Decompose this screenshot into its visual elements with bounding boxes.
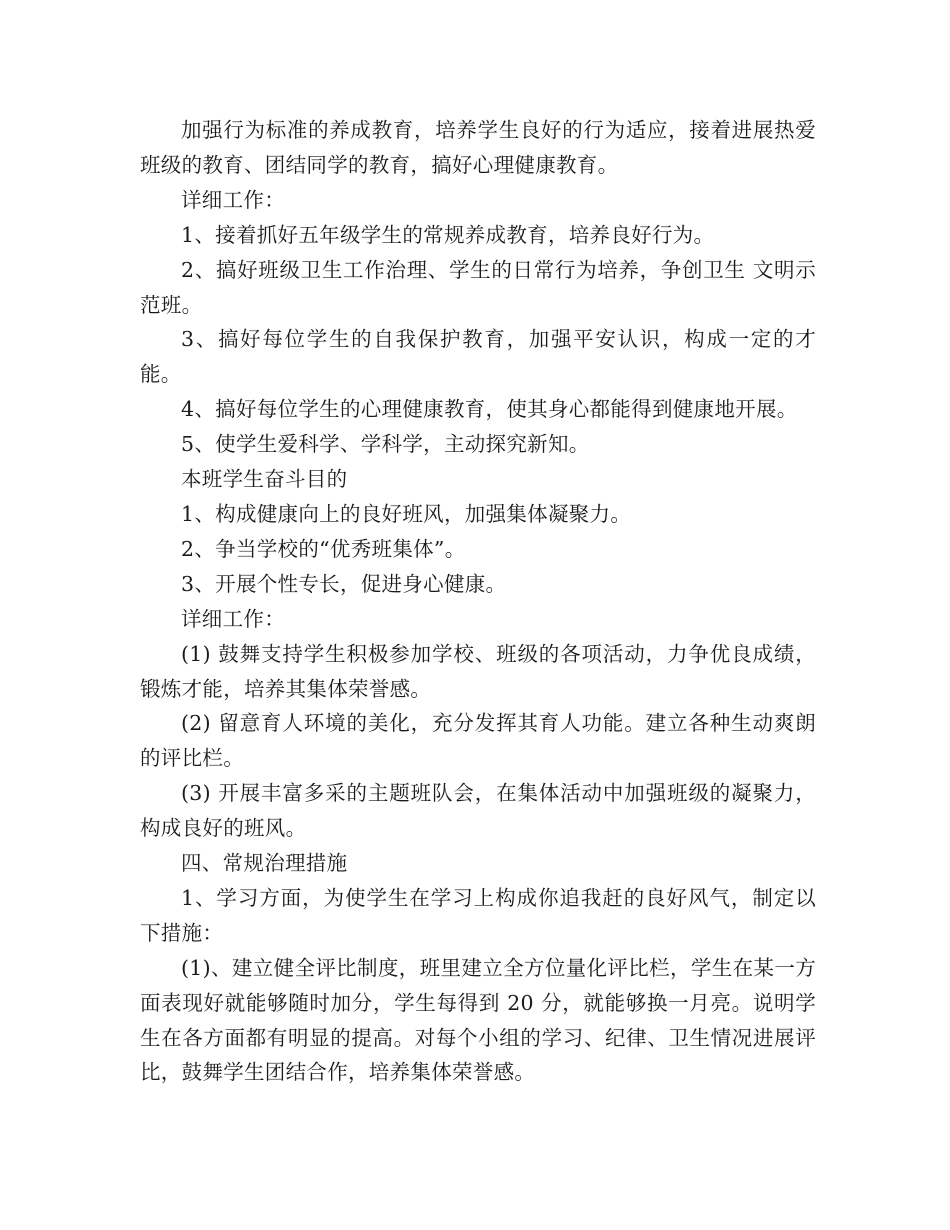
paragraph-work-1: (1) 鼓舞支持学生积极参加学校、班级的各项活动，力争优良成绩，锻炼才能，培养其集体荣誉感。 <box>140 641 816 701</box>
paragraph-item-4: 4、搞好每位学生的心理健康教育，使其身心都能得到健康地开展。 <box>181 397 798 422</box>
paragraph-goals-heading: 本班学生奋斗目的 <box>181 467 348 492</box>
paragraph-goal-1: 1、构成健康向上的良好班风，加强集体凝聚力。 <box>181 501 632 526</box>
paragraph-work-3: (3) 开展丰富多采的主题班队会，在集体活动中加强班级的凝聚力，构成良好的班风。 <box>140 781 816 841</box>
section-heading-routine-measures: 四、常规治理措施 <box>181 851 348 876</box>
paragraph-item-2: 2、搞好班级卫生工作治理、学生的日常行为培养，争创卫生 文明示范班。 <box>140 257 816 317</box>
paragraph-behavior-education: 加强行为标准的养成教育，培养学生良好的行为适应，接着进展热爱班级的教育、团结同学的教育，搞好心理健康教育。 <box>140 118 816 177</box>
paragraph-goal-2: 2、争当学校的“优秀班集体”。 <box>181 536 466 561</box>
paragraph-goal-3: 3、开展个性专长，促进身心健康。 <box>181 571 507 596</box>
paragraph-work-2: (2) 留意育人环境的美化，充分发挥其育人功能。建立各种生动爽朗的评比栏。 <box>140 711 816 771</box>
paragraph-item-5: 5、使学生爱科学、学科学，主动探究新知。 <box>181 432 590 457</box>
paragraph-item-3: 3、搞好每位学生的自我保护教育，加强平安认识，构成一定的才能。 <box>140 327 816 387</box>
document-body <box>140 113 816 1090</box>
paragraph-detailed-work-heading: 详细工作： <box>181 187 285 212</box>
paragraph-item-1: 1、接着抓好五年级学生的常规养成教育，培养良好行为。 <box>181 222 715 247</box>
paragraph-study-aspect: 1、学习方面，为使学生在学习上构成你追我赶的良好风气，制定以下措施： <box>140 885 816 945</box>
paragraph-evaluation-system: (1)、建立健全评比制度，班里建立全方位量化评比栏，学生在某一方面表现好就能够随时加分，学生每得到 20 分，就能够换一月亮。说明学生在各方面都有明显的提高。对每个小组的学习、纪律、卫生情况进展评比，鼓舞学生团结合作，培养集体荣誉感。 <box>140 955 816 1085</box>
paragraph-detailed-work-heading-2: 详细工作： <box>181 606 285 631</box>
